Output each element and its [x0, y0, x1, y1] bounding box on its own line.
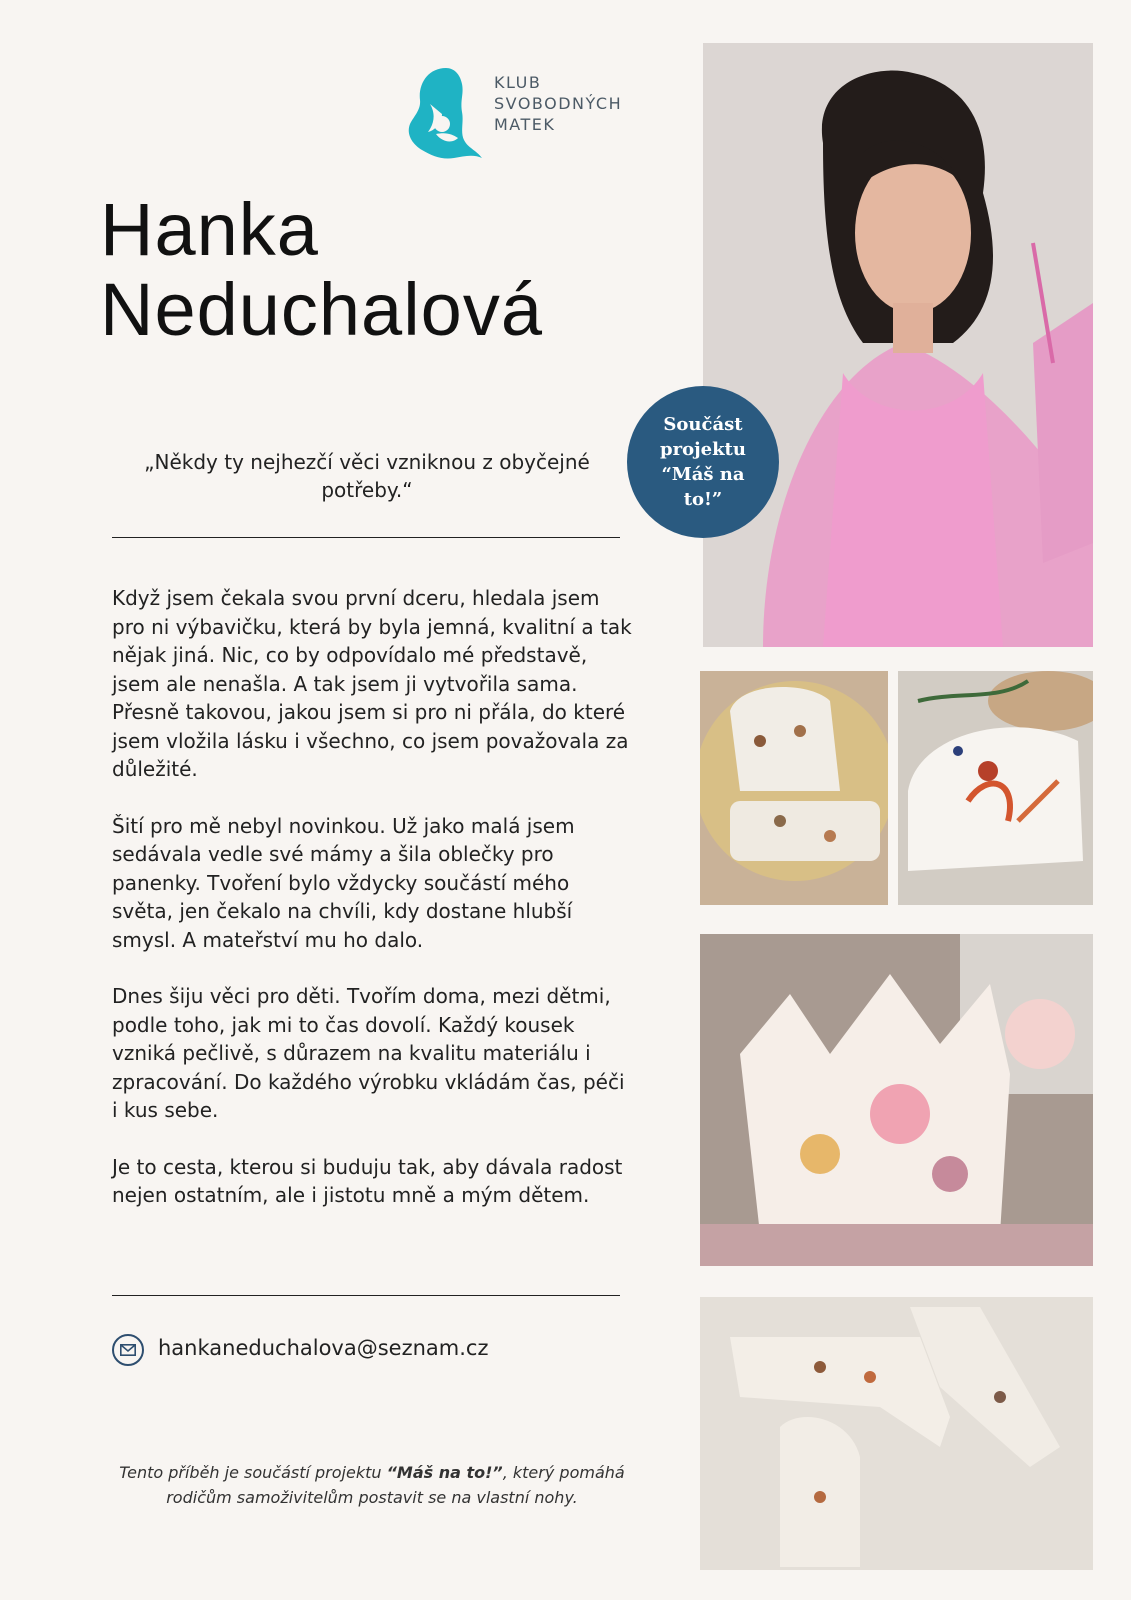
footer-text-after: , který pomáhá rodičům samoživitelům postavit se na vlastní nohy. [166, 1463, 625, 1507]
first-name: Hanka [100, 188, 319, 271]
email-link[interactable]: hankaneduchalova@seznam.cz [158, 1336, 489, 1360]
story-paragraph-1: Když jsem čekala svou první dceru, hledala jsem pro ni výbavičku, která by byla jemná, kvalitní a tak nějak jiná. Nic, co by odpovídalo mé představě, jsem ale nenašla. A tak jsem ji vytvořila sama. Přesně takovou, jakou jsem si pro ni přála, do které jsem vložila lásku i všechno, co jsem považovala za důležité. [112, 586, 632, 781]
story-paragraph-3: Dnes šiju věci pro děti. Tvořím doma, mezi dětmi, podle toho, jak mi to čas dovolí. Každý kousek vzniká pečlivě, s důrazem na kvalitu materiálu i zpracování. Do každého výrobku vkládám čas, péči i kus sebe. [112, 984, 625, 1122]
person-name [100, 190, 543, 350]
club-logo [402, 64, 642, 160]
floral-hat-photo [898, 671, 1093, 905]
club-name [494, 72, 622, 135]
story-paragraph-4: Je to cesta, kterou si buduju tak, aby dávala radost nejen ostatním, ale i jistotu mně a mým dětem. [112, 1154, 623, 1207]
fabric-crown-photo [700, 934, 1093, 1266]
club-name-line2: SVOBODNÝCH [494, 94, 623, 113]
project-badge-text: Součást projektu “Máš na to!” [660, 414, 746, 510]
footer-note [112, 1460, 632, 1510]
story-paragraph-2: Šití pro mě nebyl novinkou. Už jako malá jsem sedávala vedle své mámy a šila oblečky pro panenky. Tvoření bylo vždycky součástí mého světa, jen čekalo na chvíli, kdy dostane hlubší smysl. A mateřství mu ho dalo. [112, 813, 575, 952]
portrait-photo [703, 43, 1093, 647]
club-name-line1: KLUB [494, 73, 542, 92]
baby-pants-photo [700, 1297, 1093, 1570]
footer-project-name: “Máš na to!” [386, 1463, 503, 1482]
mother-child-logo-icon [402, 64, 486, 160]
quote: „Někdy ty nejhezčí věci vzniknou z obyčejné potřeby.“ [144, 450, 590, 502]
divider-bottom [112, 1295, 620, 1296]
envelope-icon [112, 1334, 144, 1366]
baby-hats-photo [700, 671, 888, 905]
story-text [112, 584, 632, 1238]
project-badge [627, 386, 779, 538]
club-name-line3: MATEK [494, 115, 556, 134]
footer-text-before: Tento příběh je součástí projektu [119, 1463, 387, 1482]
divider-top [112, 537, 620, 538]
last-name: Neduchalová [100, 268, 543, 351]
